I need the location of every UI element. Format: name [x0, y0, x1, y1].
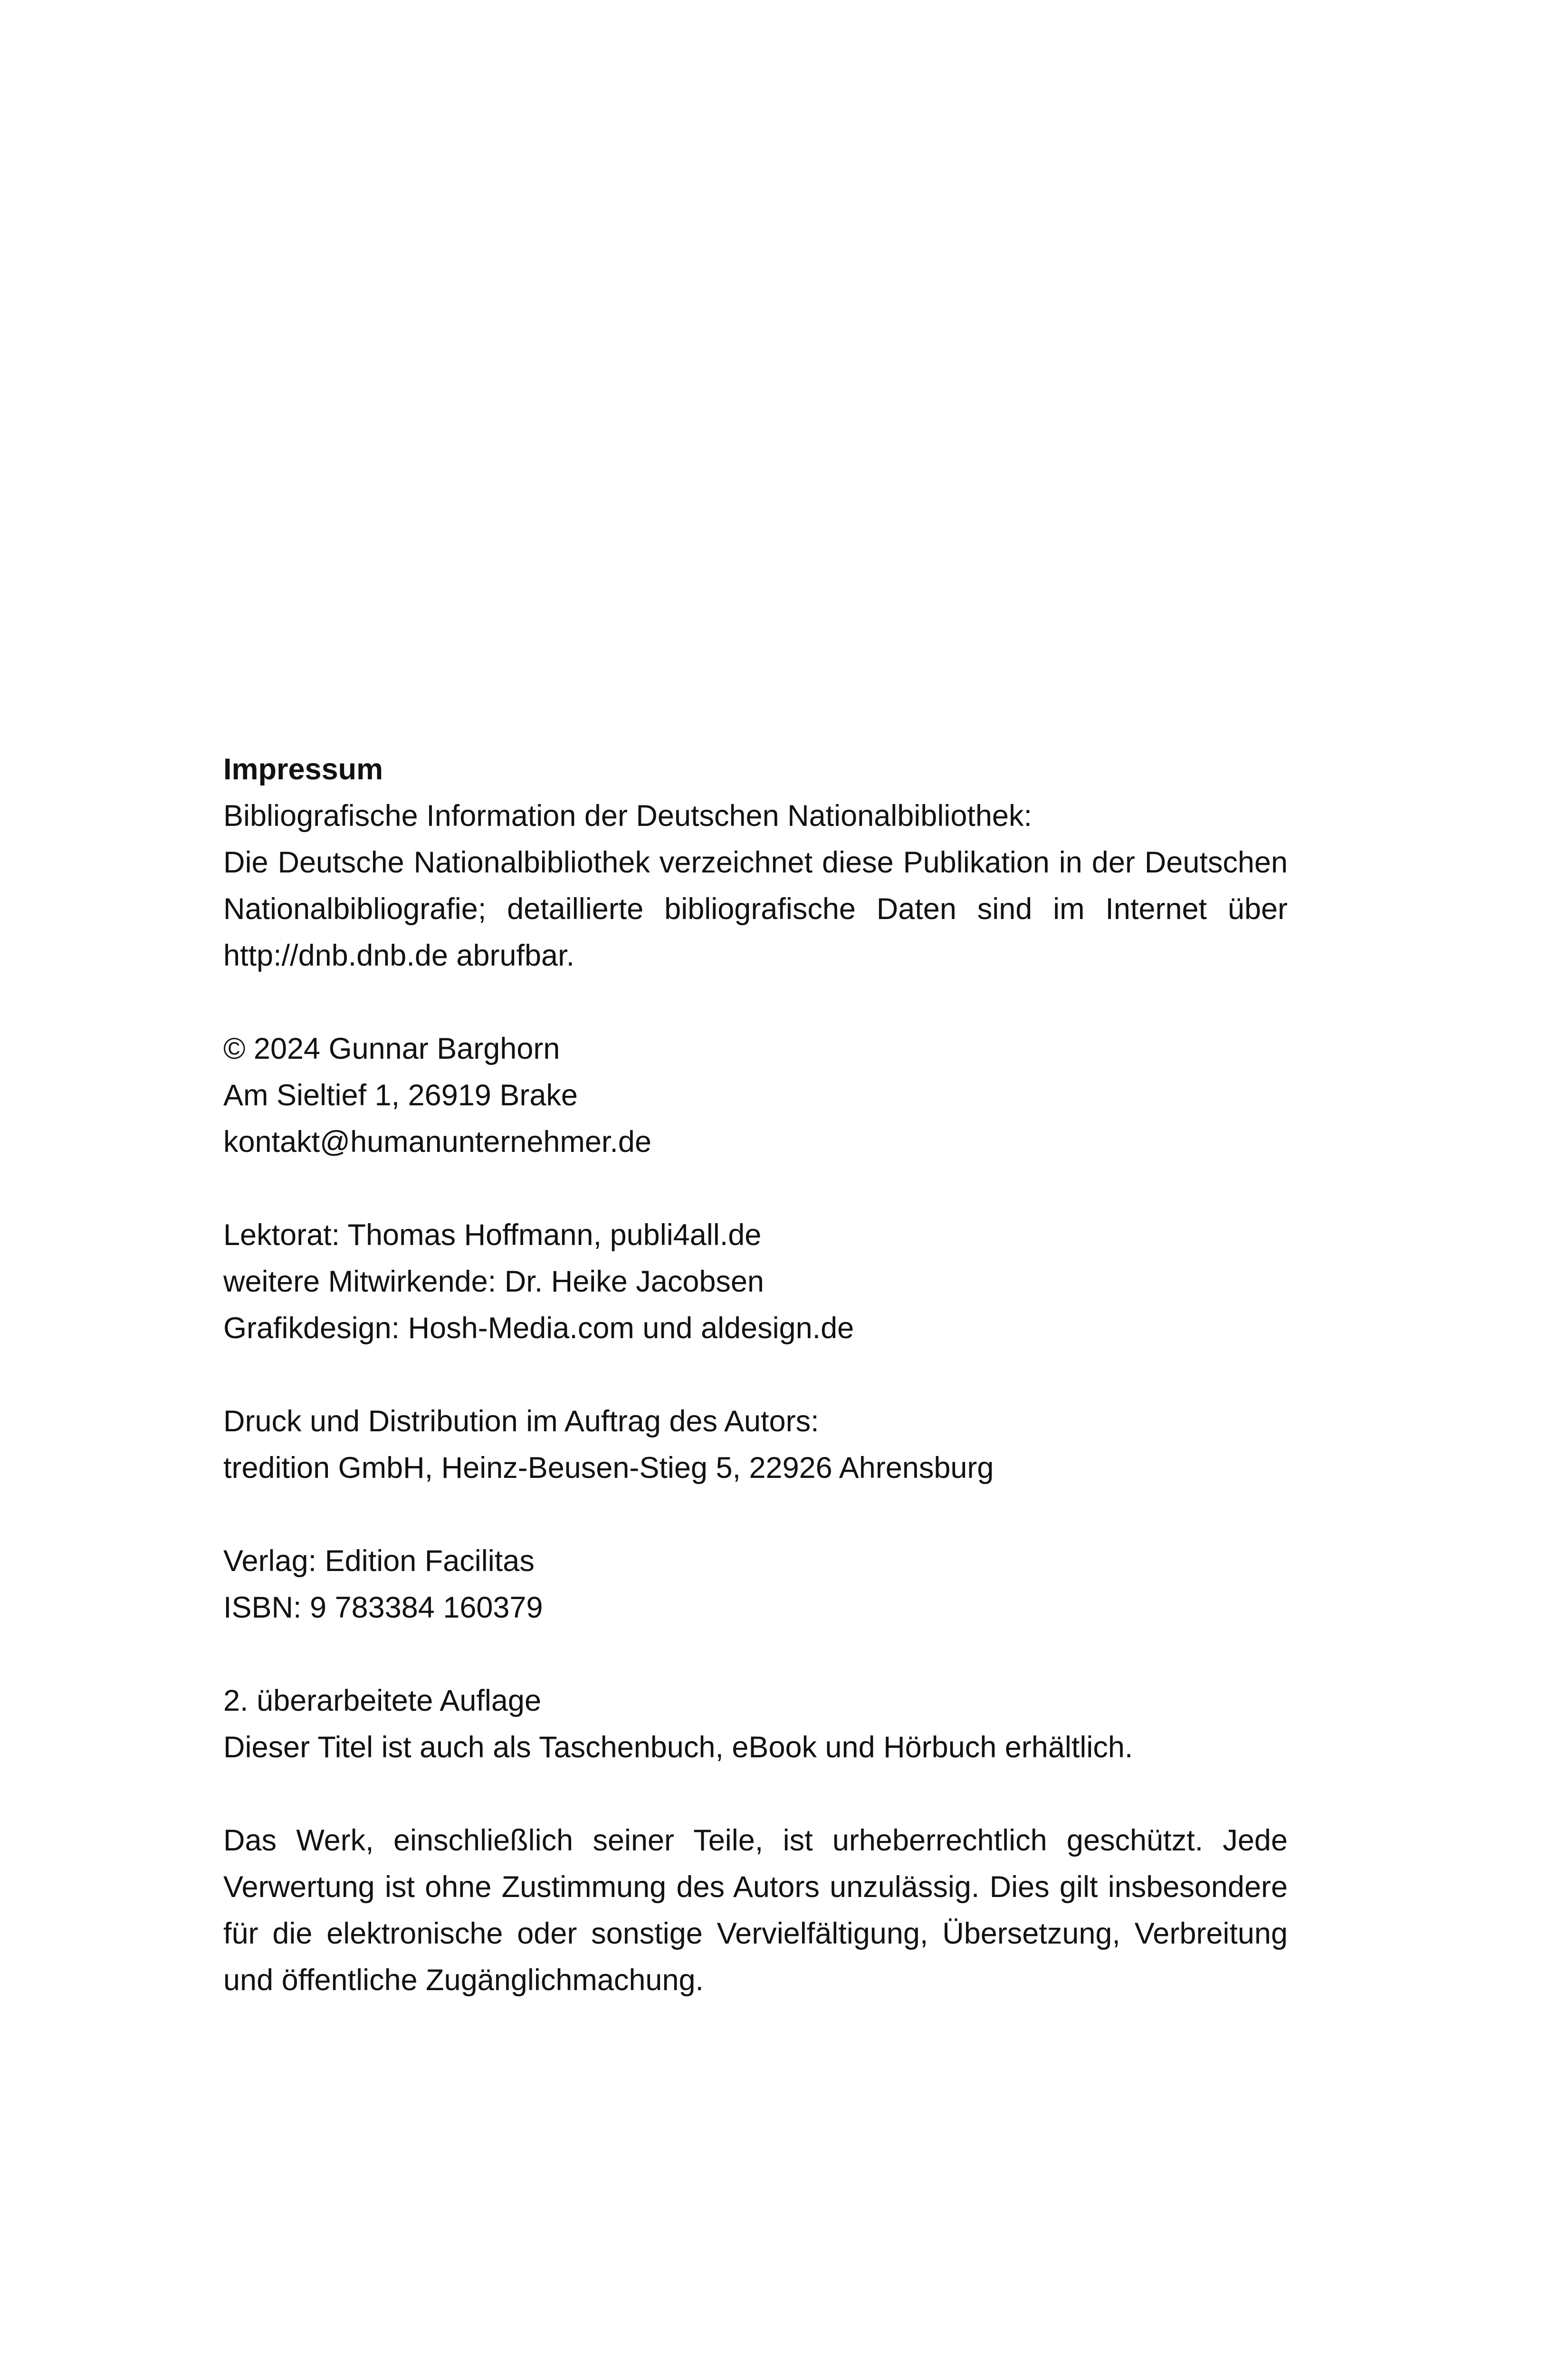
- spacer: [223, 1351, 1288, 1398]
- lektorat-line: Lektorat: Thomas Hoffmann, publi4all.de: [223, 1218, 762, 1252]
- spacer: [223, 979, 1288, 1025]
- edition-line: 2. überarbeitete Auflage: [223, 1684, 542, 1717]
- spacer: [223, 1491, 1288, 1538]
- imprint-block: [223, 746, 1288, 2003]
- mitwirkende-line: weitere Mitwirkende: Dr. Heike Jacobsen: [223, 1265, 764, 1298]
- formats-line: Dieser Titel ist auch als Taschenbuch, eBook und Hörbuch erhältlich.: [223, 1731, 1133, 1764]
- dnb-text: Die Deutsche Nationalbibliothek verzeichnet diese Publikation in der Deutschen Nationalbibliografie; detaillierte bibliografische Daten sind im Internet über http://dnb.dnb.de abrufbar.: [223, 846, 1288, 972]
- author-email: kontakt@humanunternehmer.de: [223, 1125, 652, 1159]
- spacer: [223, 1165, 1288, 1212]
- print-label: Druck und Distribution im Auftrag des Autors:: [223, 1405, 819, 1438]
- isbn-line: ISBN: 9 783384 160379: [223, 1591, 543, 1624]
- copyright-line: © 2024 Gunnar Barghorn: [223, 1032, 560, 1065]
- rights-paragraph: Das Werk, einschließlich seiner Teile, ist urheberrechtlich geschützt. Jede Verwertung ist ohne Zustimmung des Autors unzulässig. Dies gilt insbesondere für die elektronische oder sonstige Vervielfältigung, Übersetzung, Verbreitung und öffentliche Zugänglichmachung.: [223, 1824, 1288, 1997]
- print-company: tredition GmbH, Heinz-Beusen-Stieg 5, 22926 Ahrensburg: [223, 1451, 994, 1485]
- publisher-line: Verlag: Edition Facilitas: [223, 1544, 535, 1578]
- imprint-heading: Impressum: [223, 753, 383, 786]
- author-address: Am Sieltief 1, 26919 Brake: [223, 1079, 578, 1112]
- spacer: [223, 1771, 1288, 1817]
- grafikdesign-line: Grafikdesign: Hosh-Media.com und aldesign.de: [223, 1312, 854, 1345]
- spacer: [223, 1631, 1288, 1677]
- dnb-intro: Bibliografische Information der Deutschen Nationalbibliothek:: [223, 799, 1032, 833]
